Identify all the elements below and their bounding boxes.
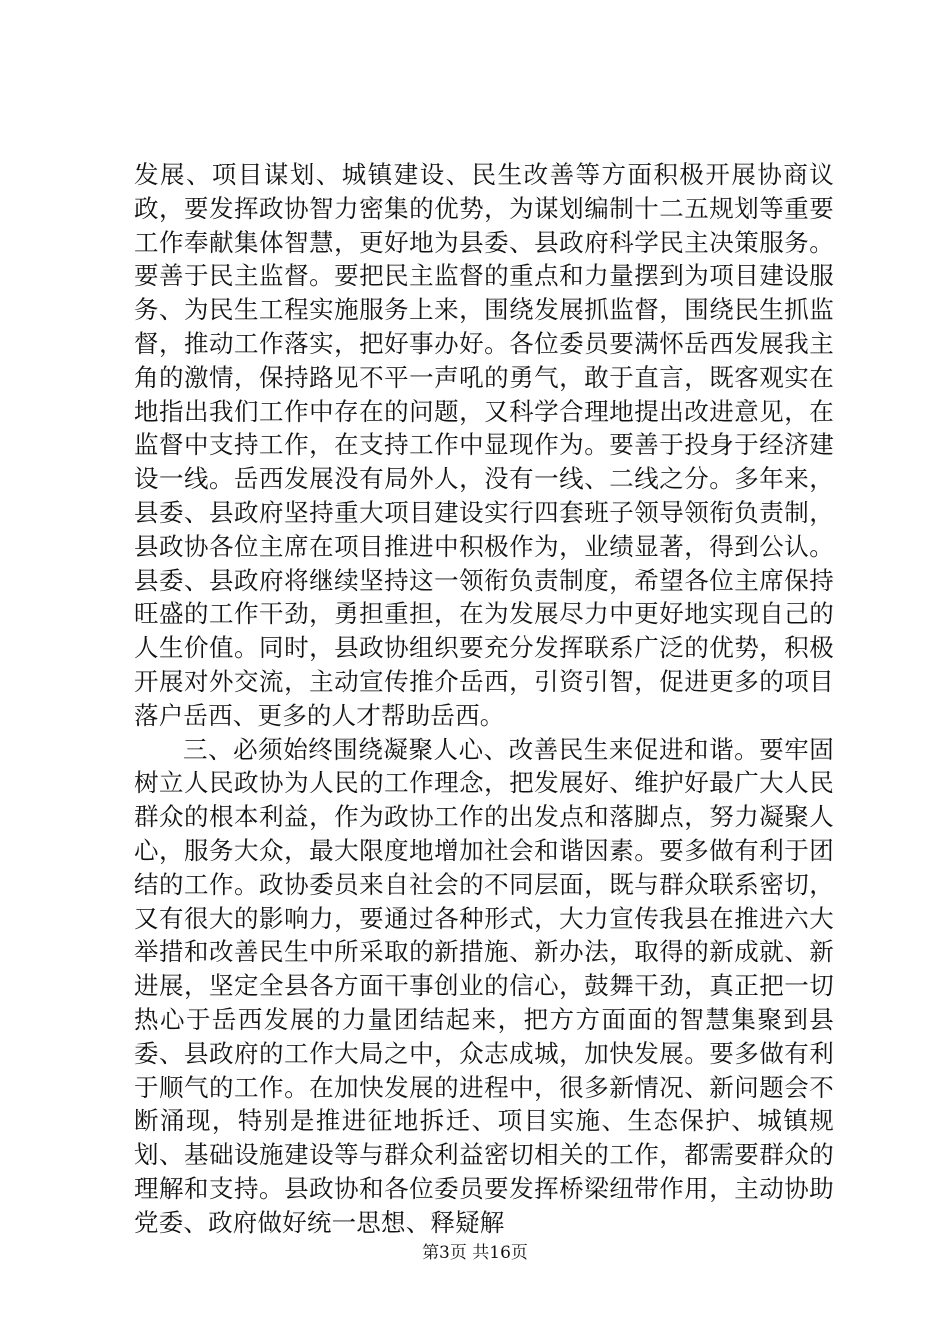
paragraph-continuation: 发展、项目谋划、城镇建设、民生改善等方面积极开展协商议政，要发挥政协智力密集的优势，为谋划编制十二五规划等重要工作奉献集体智慧，更好地为县委、县政府科学民主决策服务。要善于民主监督。要把民主监督的重点和力量摆到为项目建设服务、为民生工程实施服务上来，围绕发展抓监督，围绕民生抓监督，推动工作落实，把好事办好。各位委员要满怀岳西发展我主角的激情，保持路见不平一声吼的勇气，敢于直言，既客观实在地指出我们工作中存在的问题，又科学合理地提出改进意见，在监督中支持工作，在支持工作中显现作为。要善于投身于经济建设一线。岳西发展没有局外人，没有一线、二线之分。多年来，县委、县政府坚持重大项目建设实行四套班子领导领衔负责制，县政协各位主席在项目推进中积极作为，业绩显著，得到公认。县委、县政府将继续坚持这一领衔负责制度，希望各位主席保持旺盛的工作干劲，勇担重担，在为发展尽力中更好地实现自己的人生价值。同时，县政协组织要充分发挥联系广泛的优势，积极开展对外交流，主动宣传推介岳西，引资引智，促进更多的项目落户岳西、更多的人才帮助岳西。	[134, 160, 834, 730]
page-number-footer: 第3页 共16页	[422, 1243, 528, 1263]
paragraph-section-three: 三、必须始终围绕凝聚人心、改善民生来促进和谐。要牢固树立人民政协为人民的工作理念，把发展好、维护好最广大人民群众的根本利益，作为政协工作的出发点和落脚点，努力凝聚人心，服务大众，最大限度地增加社会和谐因素。要多做有利于团结的工作。政协委员来自社会的不同层面，既与群众联系密切，又有很大的影响力，要通过各种形式，大力宣传我县在推进六大举措和改善民生中所采取的新措施、新办法，取得的新成就、新进展，坚定全县各方面干事创业的信心，鼓舞干劲，真正把一切热心于岳西发展的力量团结起来，把方方面面的智慧集聚到县委、县政府的工作大局之中，众志成城，加快发展。要多做有利于顺气的工作。在加快发展的进程中，很多新情况、新问题会不断涌现，特别是推进征地拆迁、项目实施、生态保护、城镇规划、基础设施建设等与群众利益密切相关的工作，都需要群众的理解和支持。县政协和各位委员要发挥桥梁纽带作用，主动协助党委、政府做好统一思想、释疑解	[134, 734, 834, 1237]
document-body	[134, 158, 834, 1240]
